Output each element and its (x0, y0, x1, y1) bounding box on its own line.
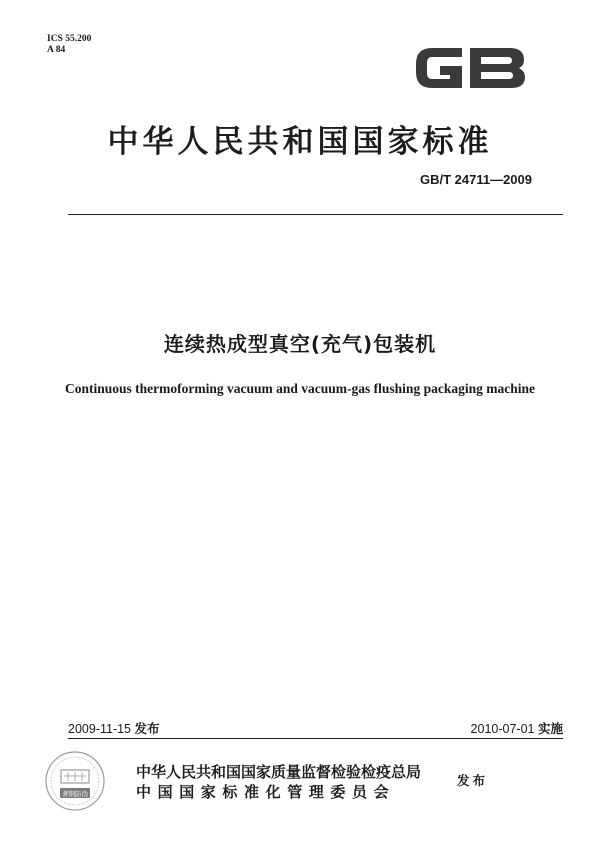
document-title-cn: 连续热成型真空(充气)包装机 (163, 332, 437, 356)
issuer-line-1: 中华人民共和国国家质量监督检验检疫总局 (136, 763, 422, 781)
document-title-en: Continuous thermoforming vacuum and vacuum-gas flushing packaging machine (65, 381, 535, 396)
classification-codes (47, 34, 91, 56)
publish-label: 发布 (457, 773, 489, 788)
issue-date (68, 719, 160, 737)
top-divider (68, 214, 563, 215)
stamp-text: 著钢防伪 (62, 790, 88, 798)
standard-title: 中华人民共和国国家标准 (107, 124, 493, 160)
gb-logo-g (416, 48, 462, 88)
ccs-code: A 84 (47, 45, 66, 55)
implement-date-label: 实施 (537, 721, 563, 736)
issue-date-value: 2009-11-15 (68, 722, 132, 736)
bottom-divider (68, 738, 563, 739)
ics-code: ICS 55.200 (47, 34, 92, 44)
anti-counterfeit-stamp-icon (44, 750, 106, 812)
issuer-line-2: 中国国家标准化管理委员会 (136, 783, 396, 801)
standard-number: GB/T 24711—2009 (419, 172, 532, 187)
implement-date-value: 2010-07-01 (470, 722, 535, 736)
implement-date (471, 719, 563, 737)
gb-logo-b (470, 48, 525, 88)
gb-logo (410, 42, 530, 94)
issue-date-label: 发布 (134, 721, 160, 736)
